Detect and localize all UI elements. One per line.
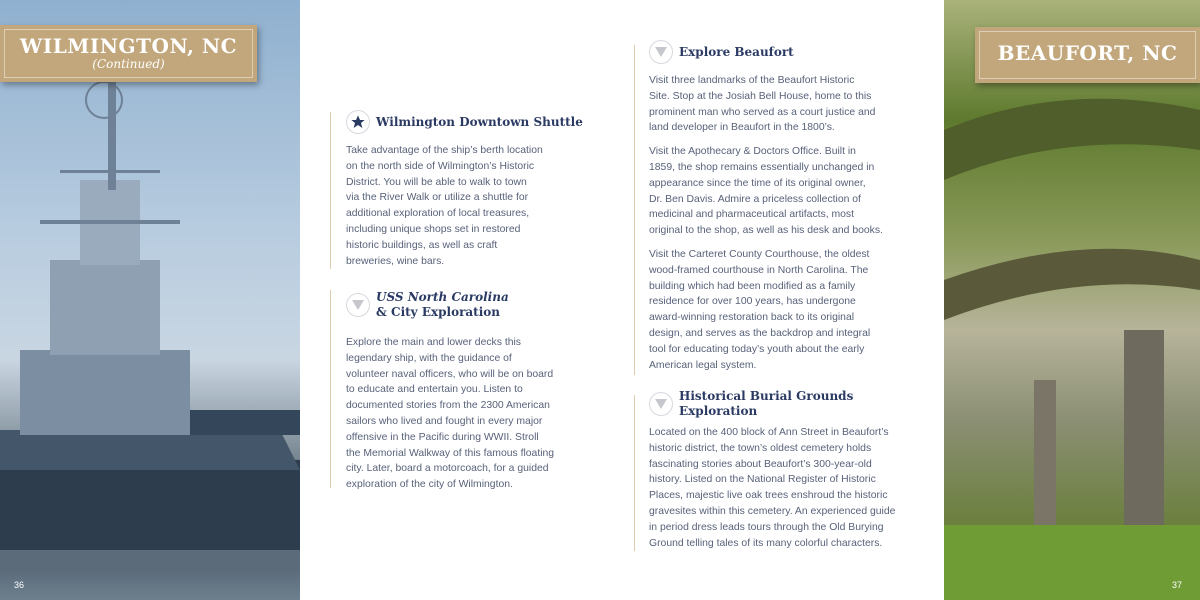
section-burial-grounds xyxy=(649,391,929,551)
section-paragraph: Visit the Apothecary & Doctors Office. Built in 1859, the shop remains essentially unchanged in appearance since the time of its original owner, Dr. Ben Davis. Admire a priceless collection of medicinal and pharmaceutical artifacts, most original to the shop, as well as his desk and books. xyxy=(649,146,883,237)
diamond-icon xyxy=(649,392,673,416)
wilmington-banner xyxy=(0,25,257,82)
oak-tree-illustration xyxy=(944,0,1200,600)
divider-rule xyxy=(634,395,635,551)
section-body: Explore the main and lower decks this legendary ship, with the guidance of volunteer naval officers, who will be on board to educate and entertain you. Listen to documented stories from the 2300 American sailors who lived and fought in every major offensive in the Pacific during WWII. Stroll the Memorial Walkway of this famous floating city. Later, board a motorcoach, for a guided exploration of the city of Wilmington. xyxy=(346,337,555,491)
section-downtown-shuttle xyxy=(346,109,586,269)
section-title: Explore Beaufort xyxy=(679,44,794,59)
divider-rule xyxy=(330,290,331,488)
section-body: Located on the 400 block of Ann Street in Beaufort’s historic district, the town’s oldest cemetery holds fascinating stories about Beaufort’s 300-year-old history. Listed on the National Register of Historic Places, majestic live oak trees enshroud the historic gravesites within this cemetery. An experienced guide in period dress leads tours through the Old Burying Ground telling tales of its many colorful characters. xyxy=(649,427,896,549)
banner-title: BEAUFORT, NC xyxy=(997,41,1178,65)
page-number-right: 37 xyxy=(1171,580,1182,590)
section-explore-beaufort xyxy=(649,39,929,373)
section-uss-north-carolina xyxy=(346,289,586,493)
battleship-photo xyxy=(0,0,300,600)
section-paragraph: Visit three landmarks of the Beaufort Historic Site. Stop at the Josiah Bell House, home to this prominent man who served as a court justice and land developer in Beaufort in the 1800’s. xyxy=(649,75,876,134)
banner-title: WILMINGTON, NC xyxy=(19,34,238,58)
section-title-line2: & City Exploration xyxy=(376,305,500,319)
beaufort-banner xyxy=(975,27,1200,83)
star-icon xyxy=(346,110,370,134)
page-number-left: 36 xyxy=(14,580,25,590)
live-oak-photo xyxy=(944,0,1200,600)
section-paragraph: Visit the Carteret County Courthouse, the oldest wood-framed courthouse in North Carolina. The building which had been modified as a family residence for over 100 years, has undergone award-winning restoration back to its original design, and serves as the backdrop and integral tool for educating today’s youth about the early American legal system. xyxy=(649,248,871,371)
battleship-illustration xyxy=(0,50,300,570)
section-title: Historical Burial Grounds Exploration xyxy=(679,389,854,418)
divider-rule xyxy=(634,45,635,375)
section-title: Wilmington Downtown Shuttle xyxy=(376,114,583,129)
banner-subtitle: (Continued) xyxy=(92,57,165,71)
divider-rule xyxy=(330,112,331,269)
section-body: Take advantage of the ship’s berth location on the north side of Wilmington’s Historic District. You will be able to walk to town via the River Walk or utilize a shuttle for additional exploration of local treasures, including unique shops set in restored historic buildings, as well as craft breweries, wine bars. xyxy=(346,145,543,267)
diamond-icon xyxy=(649,40,673,64)
diamond-icon xyxy=(346,293,370,317)
section-title-line1: USS North Carolina xyxy=(376,290,509,304)
